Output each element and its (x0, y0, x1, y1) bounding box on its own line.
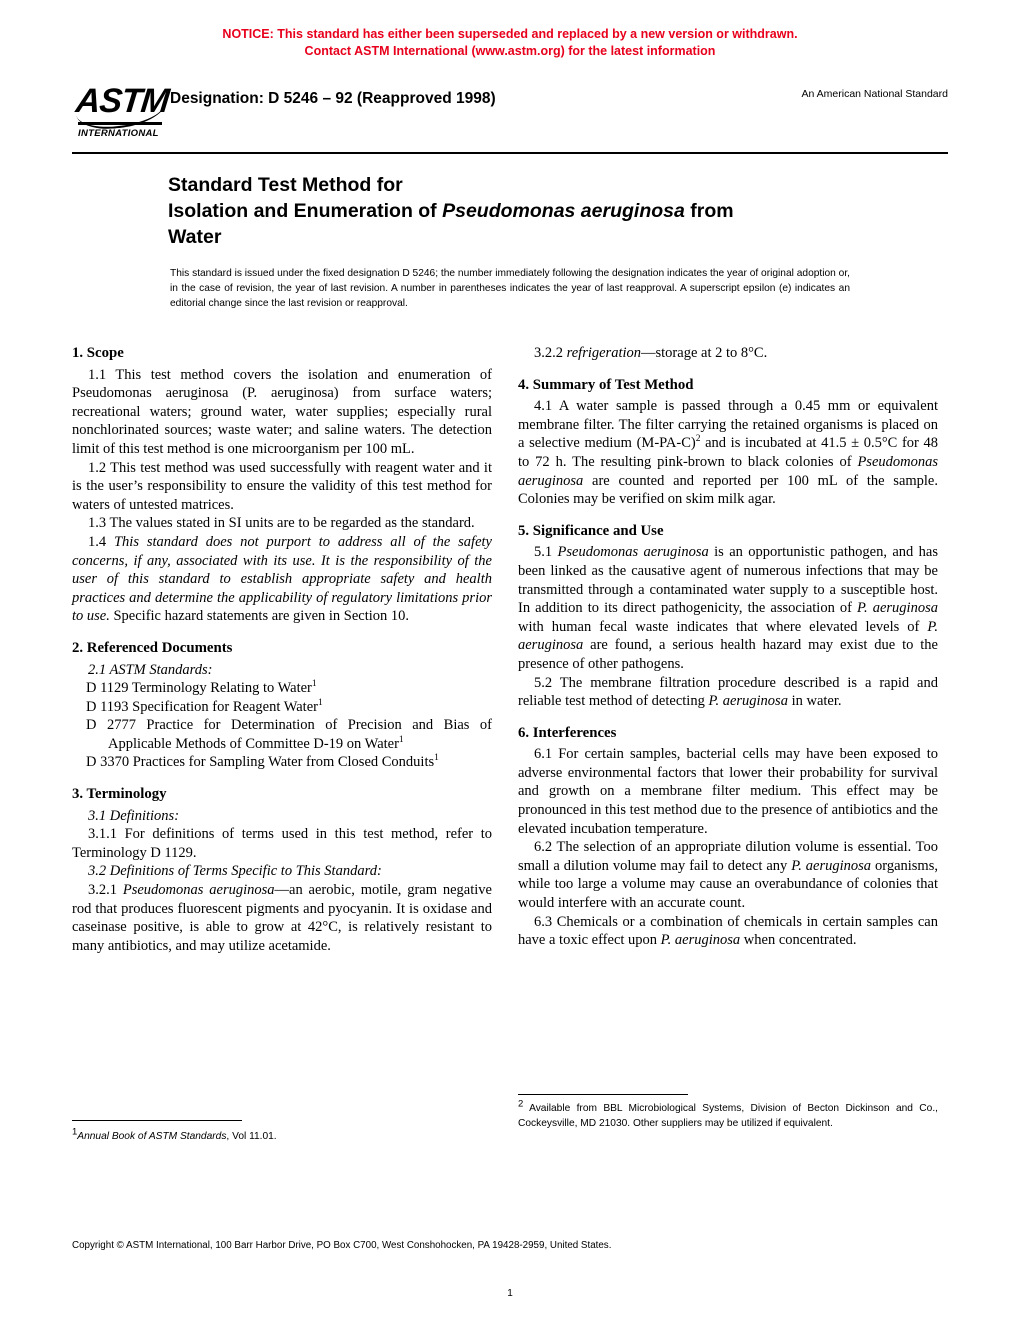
logo-subtext: INTERNATIONAL (78, 128, 159, 139)
section-6-heading: 6. Interferences (518, 724, 617, 741)
notice-line-2: Contact ASTM International (www.astm.org) for the latest information (304, 44, 716, 58)
paragraph-1-3: 1.3 The values stated in SI units are to be regarded as the standard. (88, 515, 475, 532)
title-line-2 (168, 198, 868, 224)
footnote-divider-right (518, 1094, 688, 1095)
section-2-heading: 2. Referenced Documents (72, 639, 233, 656)
paragraph-3-2-2 (518, 344, 938, 363)
reference-item-text: D 1129 Terminology Relating to Water (86, 680, 312, 697)
page-number: 1 (507, 1288, 513, 1299)
footnote-divider-left (72, 1120, 242, 1121)
paragraph-5-2 (518, 674, 938, 711)
paragraph-5-2-b: in water. (787, 693, 842, 710)
paragraph-3-2-1-term: Pseudomonas aeruginosa (122, 882, 275, 899)
paragraph-5-2-a: 5.2 The membrane filtration procedure described is a rapid and reliable test method of detecting (518, 674, 938, 710)
title-line-1: Standard Test Method for (168, 174, 403, 196)
footnote-left-italic: Annual Book of ASTM Standards (77, 1131, 227, 1142)
ansi-note: An American National Standard (801, 88, 948, 100)
paragraph-5-2-species: P. aeruginosa (708, 693, 788, 710)
footnote-right-text: Available from BBL Microbiological Systems, Division of Becton Dickinson and Co., Cockeysville, MD 21030. Other suppliers may be utilized if equivalent. (518, 1103, 938, 1129)
astm-standards-subhead: 2.1 ASTM Standards: (88, 661, 213, 678)
paragraph-3-2-2-num: 3.2.2 (534, 345, 567, 361)
paragraph-1-2: 1.2 This test method was used successfully with reagent water and it is the user’s responsibility to ensure the validity of this test method for waters of untested matrices. (72, 459, 492, 513)
paragraph-4-1-b: and is incubated at 41.5 ± 0.5°C for 48 to 72 h. The resulting pink-brown to black colonies of (518, 435, 939, 470)
logo-rule (78, 122, 162, 125)
footnote-left (72, 1126, 492, 1145)
paragraph-5-1-c: are found, a serious health hazard may exist due to the presence of other pathogens. (518, 637, 938, 672)
footnote-right-marker: 2 (518, 1098, 524, 1110)
right-column (518, 344, 938, 950)
astm-logo (74, 78, 171, 150)
reference-footnote-marker: 1 (398, 735, 404, 746)
medium-footnote-marker: 2 (695, 434, 701, 445)
paragraph-6-2 (518, 838, 938, 912)
designation-line: Designation: D 5246 – 92 (Reapproved 1998) (170, 90, 496, 107)
paragraph-6-2-species: P. aeruginosa (791, 857, 872, 874)
paragraph-1-4 (72, 533, 492, 626)
page-title (168, 172, 868, 250)
paragraph-5-1-b: with human fecal waste indicates that where elevated levels of (518, 618, 928, 635)
title-line-2-a: Isolation and Enumeration of (168, 200, 443, 222)
paragraph-5-1-a: is an opportunistic pathogen, and has been linked as the causative agent of numerous infections that may be transmitted through a contaminated water supply to a susceptible host. In addition to its direct pathogenicity, the association of (518, 544, 939, 617)
paragraph-4-1 (518, 397, 938, 509)
left-column (72, 344, 492, 955)
reference-footnote-marker: 1 (434, 753, 439, 764)
paragraph-3-2-1-tail: —an aerobic, motile, gram negative rod that produces fluorescent pigments and pyocyanin. It is oxidase and caseinase positive, is able to grow at 42°C, is relatively resistant to many antibiotics, and may utilize acetamide. (72, 882, 492, 954)
reference-footnote-marker: 1 (311, 679, 317, 690)
paragraph-6-1: 6.1 For certain samples, bacterial cells may have been exposed to adverse environmental factors that lower their probability for survival and growth on a membrane filter medium. This effect may be pronounced in this test method due to the presence of antibiotics and the elevated incubation temperature. (518, 746, 938, 837)
reference-item-text: D 1193 Specification for Reagent Water (86, 698, 318, 715)
paragraph-3-2-1-num: 3.2.1 (88, 882, 123, 899)
paragraph-6-3-a: 6.3 Chemicals or a combination of chemicals in certain samples can have a toxic effect upon (518, 913, 938, 949)
paragraph-6-2-b: organisms, while too large a volume may cause an overabundance of colonies that would interfere with an accurate count. (518, 857, 938, 912)
paragraph-3-2-2-tail: —storage at 2 to 8°C. (641, 345, 768, 361)
title-line-3: Water (168, 226, 222, 248)
section-1-heading: 1. Scope (72, 345, 124, 361)
reference-item-text: D 2777 Practice for Determination of Precision and Bias of Applicable Methods of Committee D-19 on Water (86, 717, 492, 752)
paragraph-1-4-num: 1.4 (88, 533, 114, 550)
paragraph-5-1-species-3: P. aeruginosa (518, 618, 938, 654)
reference-item (72, 753, 492, 772)
paragraph-4-1-species: Pseudomonas aeruginosa (518, 453, 938, 489)
paragraph-3-2: 3.2 Definitions of Terms Specific to This Standard: (88, 863, 382, 880)
title-line-2-b: from (684, 200, 734, 222)
header-divider (72, 152, 948, 154)
paragraph-1-1 (72, 366, 492, 459)
paragraph-1-4-tail: Specific hazard statements are given in Section 10. (109, 608, 410, 625)
section-3-heading: 3. Terminology (72, 786, 167, 803)
paragraph-3-1: 3.1 Definitions: (88, 807, 180, 824)
section-4-heading: 4. Summary of Test Method (518, 376, 694, 393)
section-5-heading: 5. Significance and Use (518, 522, 664, 539)
footnote-left-marker: 1 (72, 1126, 78, 1138)
withdrawn-notice (0, 26, 1020, 60)
paragraph-5-1-species-1: Pseudomonas aeruginosa (557, 544, 709, 561)
footnote-left-tail: , Vol 11.01. (226, 1131, 277, 1142)
standard-issue-note: This standard is issued under the fixed designation D 5246; the number immediately following the designation indicates the year of original adoption or, in the case of revision, the year of last revision. A number in parentheses indicates the year of last reapproval. A superscript epsilon (e) indicates an editorial change since the last revision or reapproval. (170, 268, 850, 309)
paragraph-3-2-1 (72, 881, 492, 955)
reference-item (72, 716, 492, 753)
reference-footnote-marker: 1 (317, 697, 323, 708)
paragraph-4-1-c: are counted and reported per 100 mL of the sample. Colonies may be verified on skim milk agar. (518, 472, 938, 508)
logo-wordmark: ASTM (74, 82, 171, 120)
document-header (72, 76, 948, 146)
paragraph-6-3 (518, 913, 938, 950)
reference-item (72, 698, 492, 717)
notice-line-1: NOTICE: This standard has either been superseded and replaced by a new version or withdrawn. (222, 27, 798, 41)
paragraph-5-1-num: 5.1 (534, 544, 558, 561)
reference-item-text: D 3370 Practices for Sampling Water from Closed Conduits (86, 754, 435, 771)
paragraph-6-2-a: 6.2 The selection of an appropriate dilution volume is essential. Too small a dilution volume may fail to detect any (518, 839, 938, 874)
paragraph-5-1 (518, 543, 938, 673)
title-species: Pseudomonas aeruginosa (442, 200, 685, 222)
paragraph-3-2-2-term: refrigeration (566, 345, 642, 361)
paragraph-6-3-b: when concentrated. (740, 932, 857, 949)
paragraph-3-1-1: 3.1.1 For definitions of terms used in this test method, refer to Terminology D 1129. (72, 826, 492, 861)
footnote-right (518, 1098, 938, 1131)
paragraph-4-1-a: 4.1 A water sample is passed through a 0.45 mm or equivalent membrane filter. The filter carrying the retained organisms is placed on a selective medium (M-PA-C) (518, 398, 938, 452)
paragraph-1-4-italic: This standard does not purport to address all of the safety concerns, if any, associated with its use. It is the responsibility of the user of this standard to establish appropriate safety and health practices and determine the applicability of regulatory limitations prior to use. (72, 533, 492, 625)
paragraph-1-1-text: 1.1 This test method covers the isolation and enumeration of Pseudomonas aeruginosa (P. aeruginosa) from surface waters; recreational waters; ground water, water supplies; especially rural nonchlorinated sources; waste water; and saline waters. The detection limit of this test method is one microorganism per 100 mL. (72, 366, 492, 457)
paragraph-5-1-species-2: P. aeruginosa (857, 600, 938, 617)
reference-item (72, 679, 492, 698)
paragraph-6-3-species: P. aeruginosa (660, 932, 741, 949)
copyright-line: Copyright © ASTM International, 100 Barr Harbor Drive, PO Box C700, West Conshohocken, PA 19428-2959, United States. (72, 1240, 612, 1251)
